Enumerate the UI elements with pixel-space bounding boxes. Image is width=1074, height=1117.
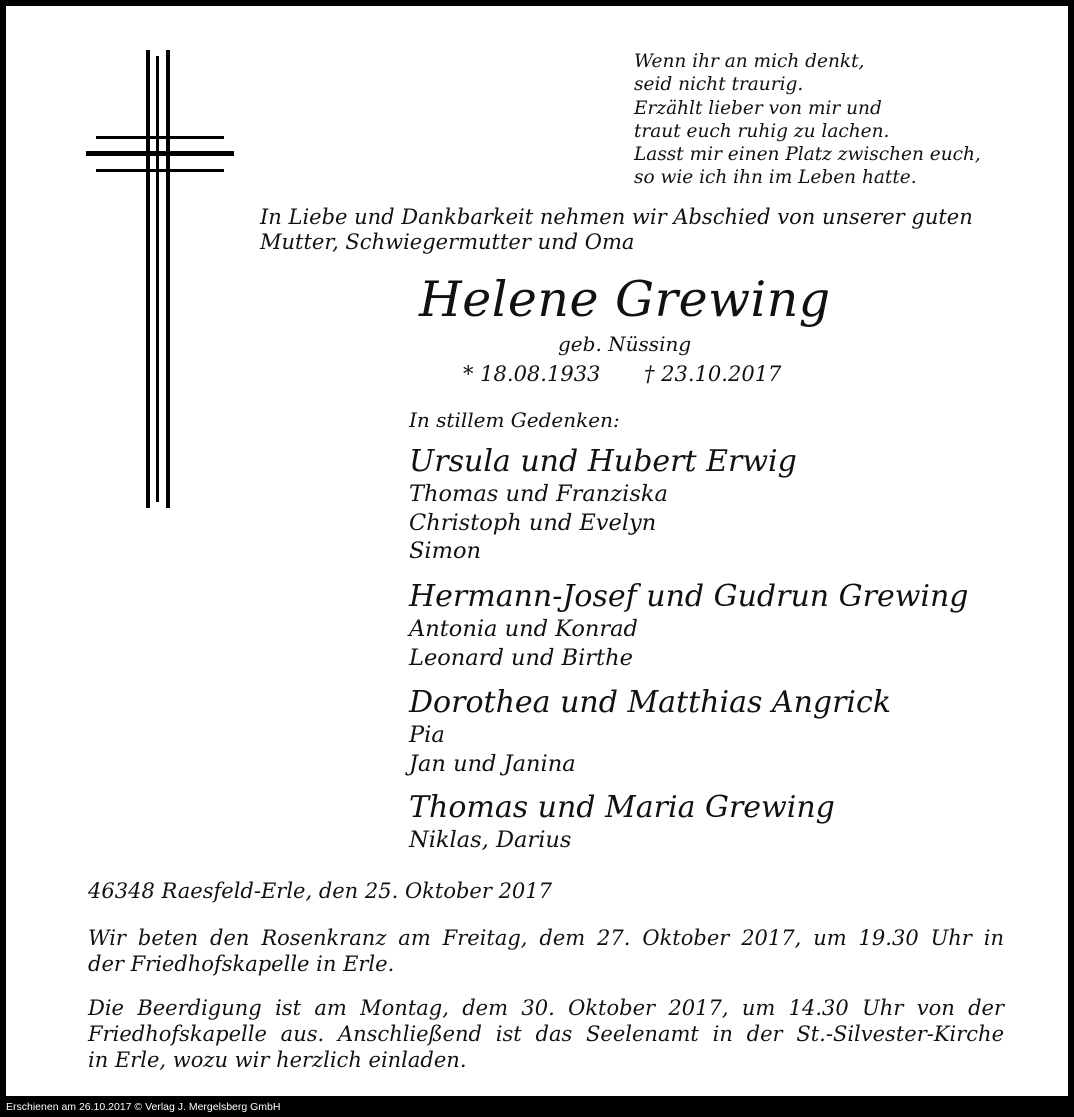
- footer-bar: [0, 1098, 1074, 1117]
- intro-line: Mutter, Schwiegermutter und Oma: [260, 230, 635, 254]
- poem-line: so wie ich ihn im Leben hatte.: [634, 167, 917, 189]
- family-member: Antonia und Konrad: [409, 616, 638, 642]
- deceased-name: Helene Grewing: [419, 271, 831, 328]
- memorial-heading: In stillem Gedenken:: [409, 408, 620, 432]
- intro-text: [260, 205, 973, 255]
- family-member: Christoph und Evelyn: [409, 509, 657, 536]
- rosary-line: Wir beten den Rosenkranz am Freitag, dem 27. Oktober 2017, um 19.30 Uhr in: [88, 926, 1004, 950]
- family-head: Ursula und Hubert Erwig: [409, 444, 797, 479]
- funeral-line: Friedhofskapelle aus. Anschließend ist das Seelenamt in der St.-Silvester-Kirche: [88, 1022, 1004, 1046]
- rosary-line: der Friedhofskapelle in Erle.: [88, 952, 395, 976]
- funeral-line: Die Beerdigung ist am Montag, dem 30. Oktober 2017, um 14.30 Uhr von der: [88, 996, 1004, 1020]
- maiden-name: geb. Nüssing: [558, 332, 692, 356]
- family-member: Pia: [409, 722, 445, 748]
- publication-credit: Erschienen am 26.10.2017 © Verlag J. Mergelsberg GmbH: [6, 1101, 281, 1113]
- family-member: Niklas, Darius: [409, 827, 572, 853]
- family-group: [409, 444, 797, 566]
- poem-line: seid nicht traurig.: [634, 74, 804, 96]
- family-head: Hermann-Josef und Gudrun Grewing: [409, 579, 969, 614]
- family-head: Dorothea und Matthias Angrick: [409, 685, 892, 720]
- poem: [634, 50, 981, 190]
- funeral-line: in Erle, wozu wir herzlich einladen.: [88, 1048, 467, 1072]
- family-member: Jan und Janina: [409, 750, 576, 777]
- family-group: [409, 685, 891, 778]
- place-date: 46348 Raesfeld-Erle, den 25. Oktober 2017: [88, 879, 553, 903]
- family-head: Thomas und Maria Grewing: [409, 790, 835, 825]
- cross-icon: [84, 50, 236, 508]
- family-member: Thomas und Franziska: [409, 481, 668, 507]
- family-member: Leonard und Birthe: [409, 644, 633, 671]
- poem-line: Lasst mir einen Platz zwischen euch,: [634, 144, 981, 166]
- intro-line: In Liebe und Dankbarkeit nehmen wir Abschied von unserer guten: [260, 205, 973, 229]
- rosary-notice: [88, 925, 1004, 977]
- funeral-notice: [88, 995, 1004, 1073]
- death-date: † 23.10.2017: [644, 362, 782, 386]
- poem-line: Wenn ihr an mich denkt,: [634, 51, 865, 72]
- birth-date: * 18.08.1933: [463, 362, 601, 386]
- family-group: [409, 790, 835, 855]
- family-group: [409, 579, 969, 672]
- family-member: Simon: [409, 538, 481, 564]
- poem-line: traut euch ruhig zu lachen.: [634, 120, 890, 142]
- poem-line: Erzählt lieber von mir und: [634, 97, 882, 119]
